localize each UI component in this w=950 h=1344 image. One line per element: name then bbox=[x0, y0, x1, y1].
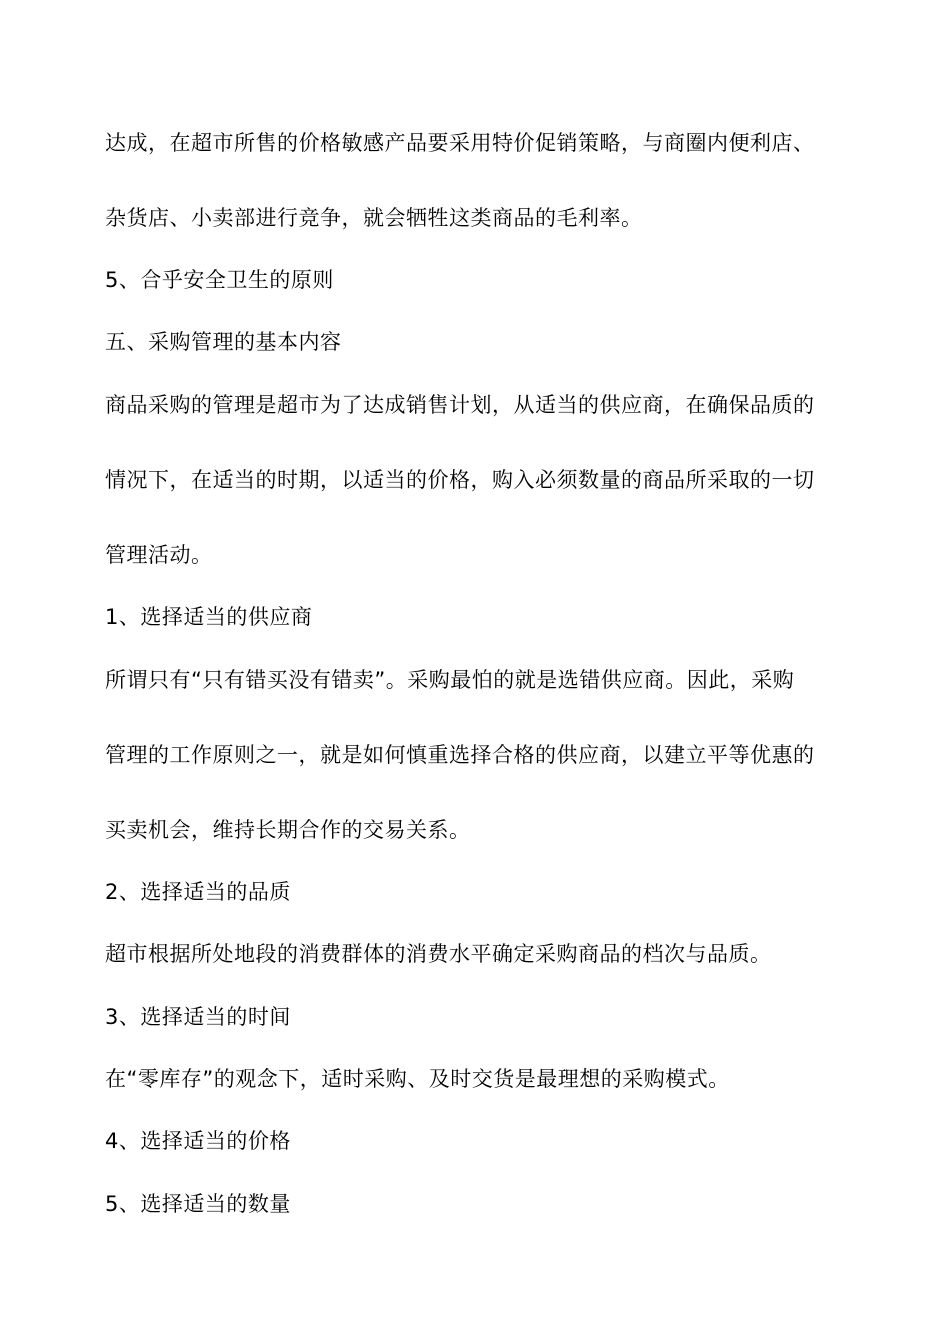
section-heading: 3、选择适当的时间 bbox=[105, 1005, 291, 1029]
section-heading: 5、合乎安全卫生的原则 bbox=[105, 268, 334, 292]
paragraph-line: 所谓只有“只有错买没有错卖”。采购最怕的就是选错供应商。因此，采购 bbox=[105, 668, 795, 692]
paragraph-line: 商品采购的管理是超市为了达成销售计划，从适当的供应商，在确保品质的 bbox=[105, 393, 815, 417]
paragraph-line: 在“零库存”的观念下，适时采购、及时交货是最理想的采购模式。 bbox=[105, 1067, 730, 1091]
section-heading: 2、选择适当的品质 bbox=[105, 880, 291, 904]
section-heading: 五、采购管理的基本内容 bbox=[105, 330, 342, 354]
section-heading: 4、选择适当的价格 bbox=[105, 1129, 291, 1153]
paragraph-line: 杂货店、小卖部进行竞争，就会牺牲这类商品的毛利率。 bbox=[105, 206, 643, 230]
paragraph-line: 超市根据所处地段的消费群体的消费水平确定采购商品的档次与品质。 bbox=[105, 942, 772, 966]
paragraph-line: 管理的工作原则之一，就是如何慎重选择合格的供应商，以建立平等优惠的 bbox=[105, 743, 815, 767]
paragraph-line: 管理活动。 bbox=[105, 543, 213, 567]
section-heading: 1、选择适当的供应商 bbox=[105, 605, 313, 629]
paragraph-line: 情况下，在适当的时期，以适当的价格，购入必须数量的商品所采取的一切 bbox=[105, 468, 815, 492]
paragraph-line: 达成，在超市所售的价格敏感产品要采用特价促销策略，与商圈内便利店、 bbox=[105, 131, 815, 155]
paragraph-line: 买卖机会，维持长期合作的交易关系。 bbox=[105, 818, 471, 842]
section-heading: 5、选择适当的数量 bbox=[105, 1192, 291, 1216]
